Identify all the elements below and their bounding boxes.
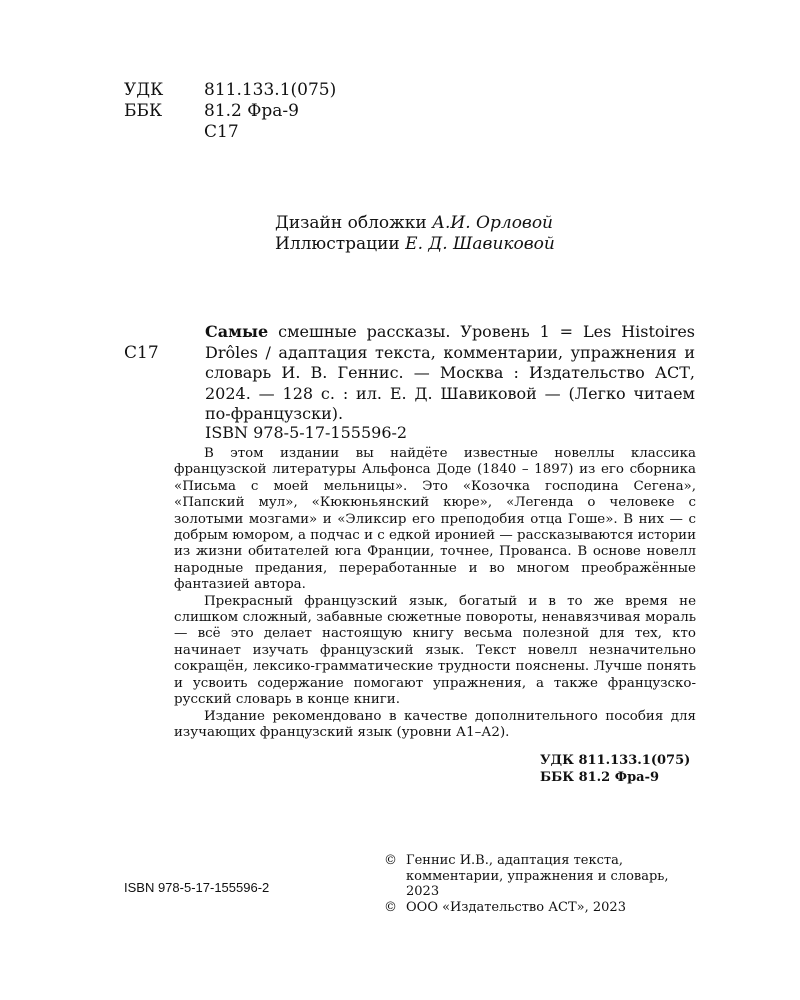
credits	[275, 213, 555, 255]
abstract-paragraph: Прекрасный французский язык, богатый и в то же время не слишком сложный, забавные сюжетные повороты, ненавязчивая мораль — всё это делает настоящую книгу весьма полезной для тех, кто начинает изучать французский язык. Текст новелл незначительно сокращён, лексико-грамматические трудности пояснены. Лучше понять и усвоить содержание помогают упражнения, а также французско-русский словарь в конце книги.	[174, 593, 696, 708]
biblio-text: смешные рассказы. Уровень 1 = Les Histoires Drôles / адаптация текста, комментарии, упражнения и словарь И. В. Геннис. — Москва : Издательство АСТ, 2024. — 128 с. : ил. Е. Д. Шавиковой — (Легко читаем по-французски).	[205, 322, 695, 423]
copyright-icon: ©	[384, 899, 397, 915]
biblio-title-bold: Самые	[205, 322, 269, 341]
copyright-publisher-text: ООО «Издательство АСТ», 2023	[406, 899, 626, 915]
copyright-icon: ©	[384, 853, 397, 868]
copyright-block	[384, 853, 704, 915]
copyright-author-cont: комментарии, упражнения и словарь, 2023	[406, 868, 669, 899]
isbn-bottom: ISBN 978-5-17-155596-2	[124, 880, 270, 895]
classification-codes	[124, 80, 336, 143]
copyright-author	[384, 853, 704, 869]
bbk-label: ББК	[124, 101, 163, 121]
biblio-author-mark: С17	[124, 343, 159, 363]
udk-value: 811.133.1(075)	[204, 80, 337, 100]
illustrator-name: Е. Д. Шавиковой	[405, 234, 555, 254]
abstract-paragraph: Издание рекомендовано в качестве дополнительного пособия для изучающих французский язык (уровни А1–А2).	[174, 708, 696, 740]
illustrations-credit	[275, 234, 555, 255]
author-mark-value: С17	[204, 122, 239, 142]
cover-design-label: Дизайн обложки	[275, 213, 427, 233]
bbk-row	[124, 101, 336, 122]
bibliographic-description	[205, 322, 695, 425]
abstract	[174, 446, 696, 741]
cover-design-credit	[275, 213, 555, 234]
abstract-paragraph: В этом издании вы найдёте известные новеллы классика французской литературы Альфонса Доде (1840 – 1897) из его сборника «Письма с моей мельницы». Это «Козочка господина Сегена», «Папский мул», «Кюкюньянский кюре», «Легенда о человеке с золотыми мозгами» и «Эликсир его преподобия отца Гоше». В них — с добрым юмором, а подчас и с едкой иронией — рассказываются истории из жизни обитателей юга Франции, точнее, Прованса. В основе новелл народные предания, переработанные и во многом преображённые фантазией автора.	[174, 446, 696, 593]
udk-row	[124, 80, 336, 101]
footer-codes	[540, 752, 690, 786]
bbk-value: 81.2 Фра-9	[204, 101, 299, 121]
copyright-author-text: Геннис И.В., адаптация текста,	[406, 853, 623, 868]
author-mark-label	[124, 122, 204, 143]
author-mark-row	[124, 122, 336, 143]
copyright-publisher	[384, 900, 704, 916]
footer-udk: УДК 811.133.1(075)	[540, 753, 691, 768]
cover-designer-name: А.И. Орловой	[432, 213, 554, 233]
illustrations-label: Иллюстрации	[275, 234, 400, 254]
udk-label: УДК	[124, 80, 164, 100]
footer-bbk: ББК 81.2 Фра-9	[540, 770, 660, 785]
isbn-main: ISBN 978-5-17-155596-2	[205, 423, 408, 442]
